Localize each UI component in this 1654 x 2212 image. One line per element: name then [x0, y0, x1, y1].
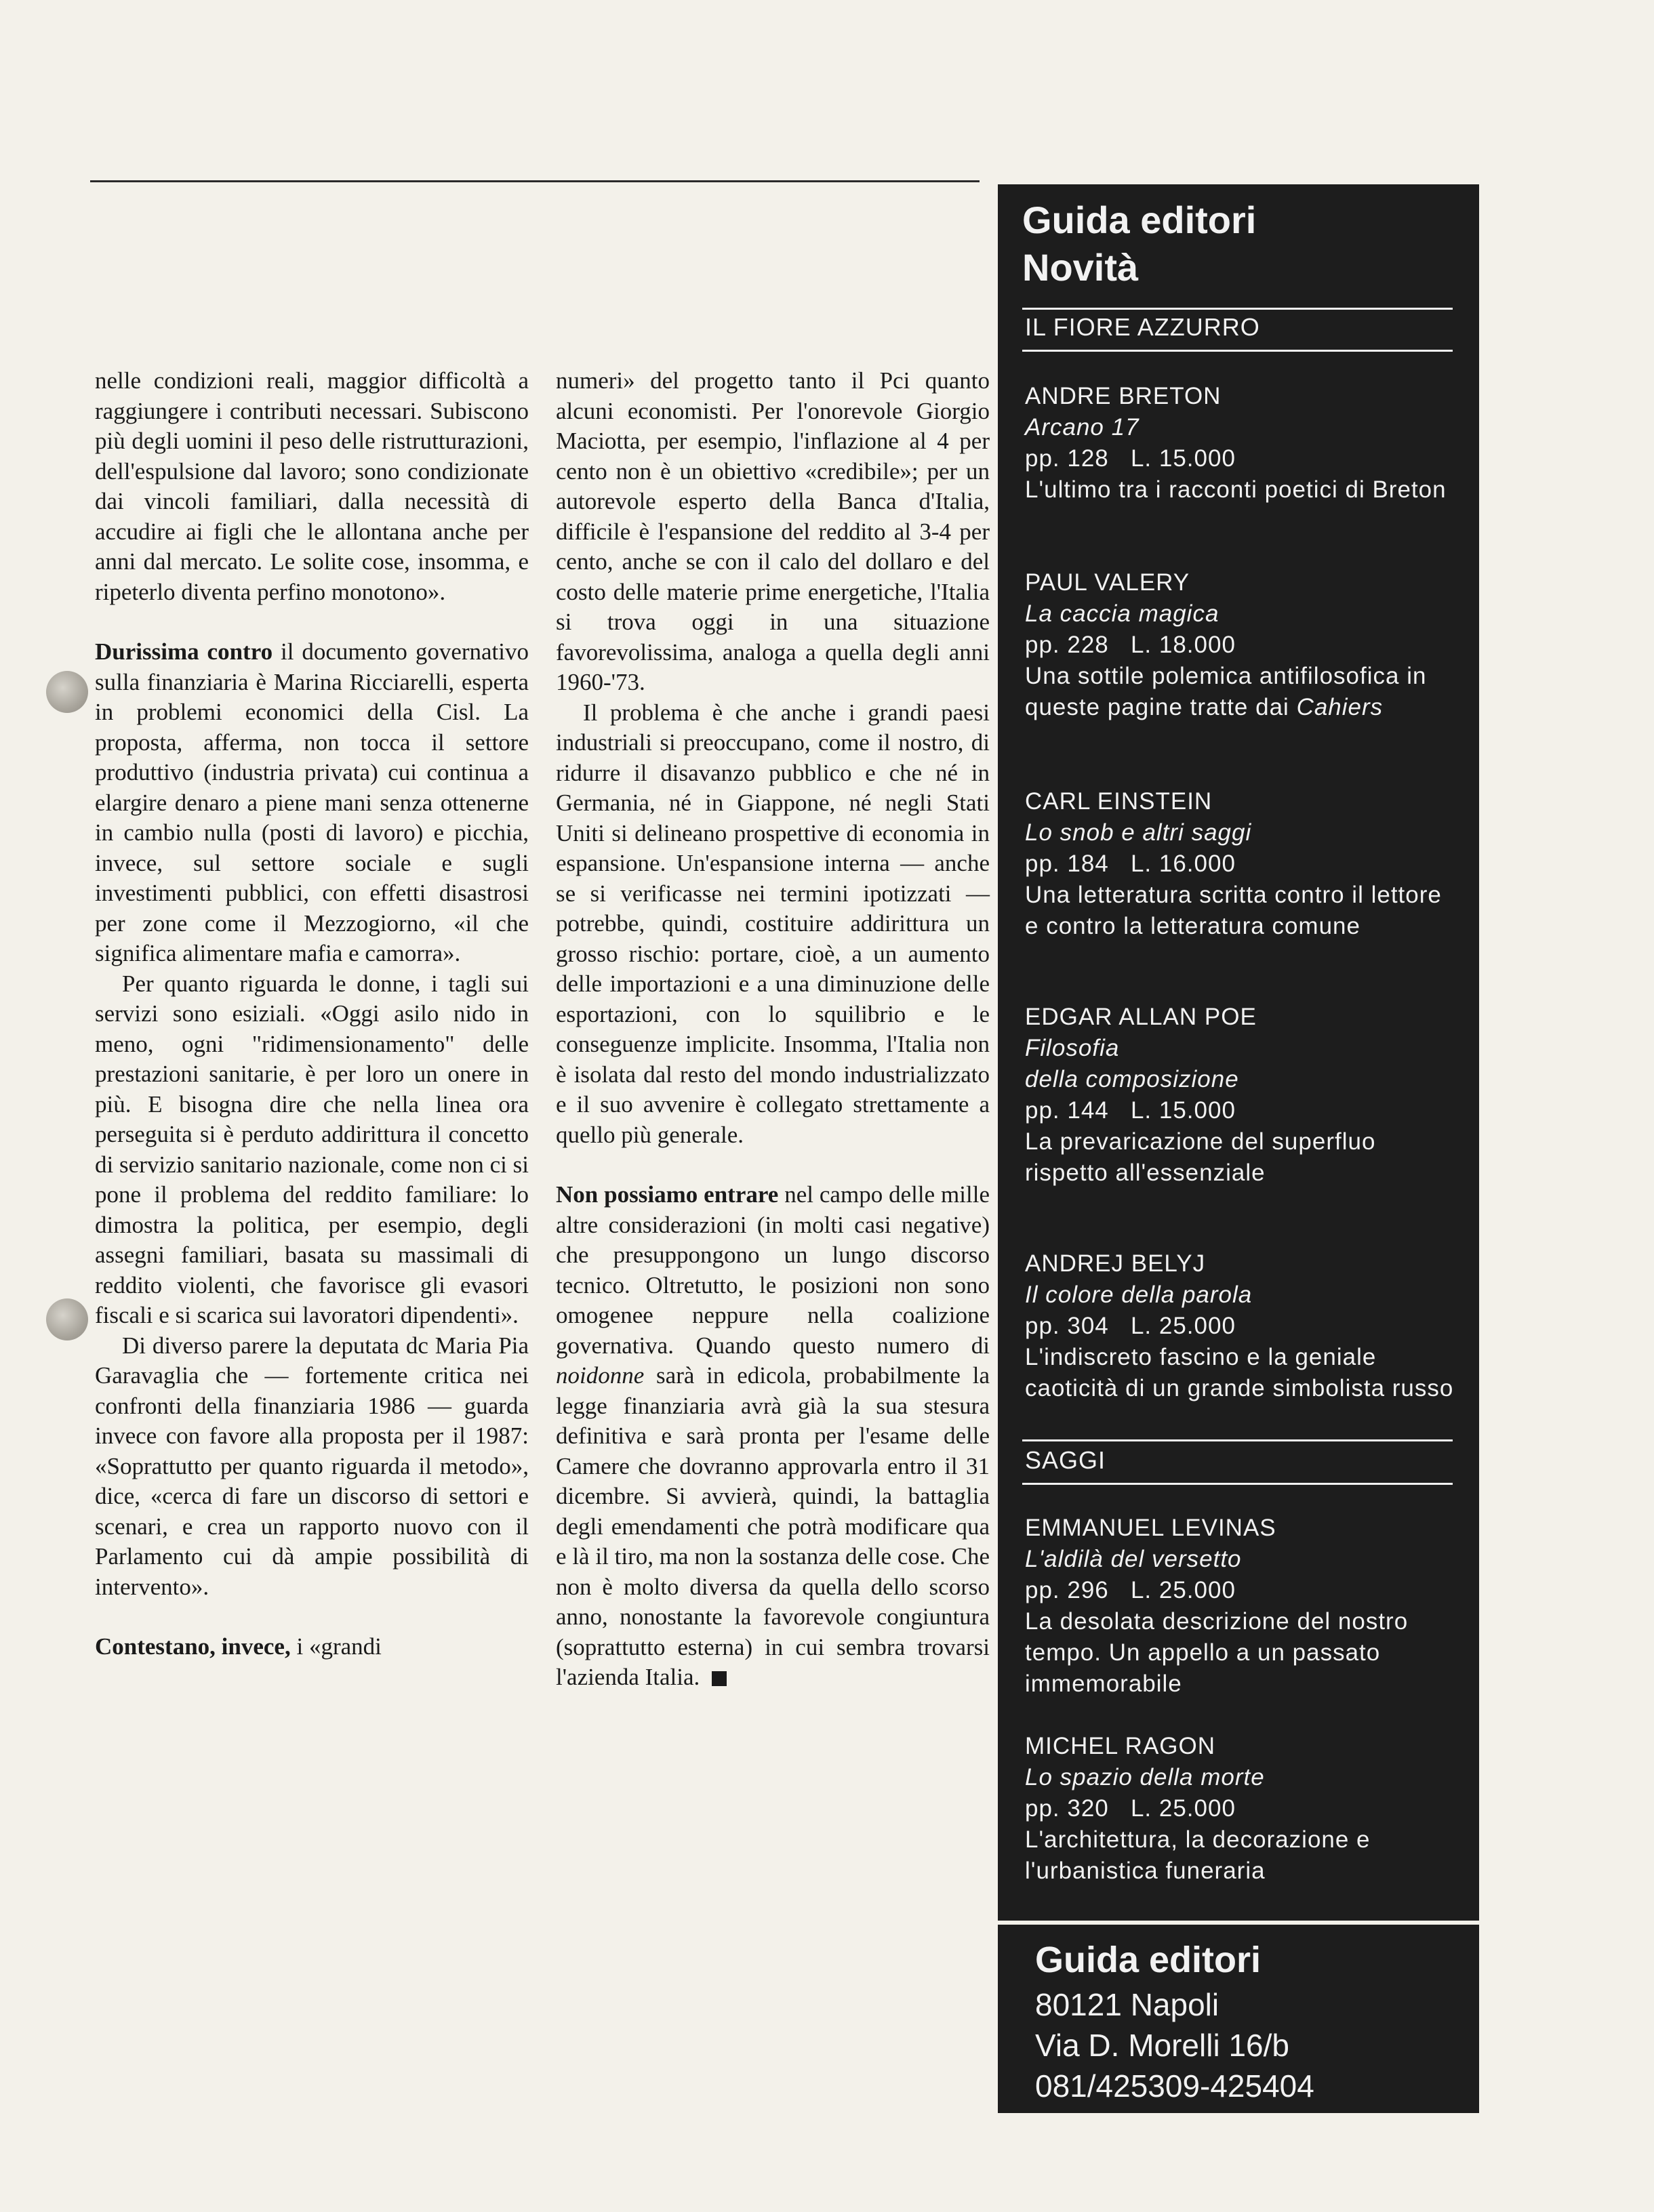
paragraph: Il problema è che anche i grandi paesi industriali si preoccupano, come il nostro, di ridurre il disavanzo pubblico e che né in Germania, né in Giappone, né negli Stati Uniti si delineano prospettive di economia in espansione. Un'espansione interna — anche se si verificasse nei termini ipotizzati — potrebbe, quindi, costituire addirittura un grosso rischio: portare, cioè, a un aumento delle importazioni e a una diminuzione delle esportazioni, con lo squilibrio e le conseguenze implicite. Insomma, l'Italia non è isolata dal resto del mondo industrializzato e il suo avvenire è collegato strettamente a quello più generale. [556, 699, 990, 1148]
phone-line: 081/425309-425404 [1035, 2068, 1314, 2104]
ad-rule [1022, 350, 1453, 352]
end-mark-icon [712, 1671, 727, 1686]
paragraph: Di diverso parere la deputata dc Maria Pia Garavaglia che — fortemente critica nei confronti della finanziaria 1986 — guarda invece con favore alla proposta per il 1987: «Soprattutto per quanto riguarda il metodo», dice, «cerca di fare un discorso di settori e scenari, e crea un rapporto nuovo con il Parlamento cui dà ampie possibilità di intervento». [95, 1332, 529, 1600]
book-entry: ANDREJ BELYJ Il colore della parola pp. 304 L. 25.000 L'indiscreto fascino e la geniale caoticità di un grande simbolista russo [1025, 1250, 1454, 1401]
book-entry: ANDRE BRETON Arcano 17 pp. 128 L. 15.000 L'ultimo tra i racconti poetici di Breton [1025, 383, 1447, 503]
ad-rule [1022, 308, 1453, 310]
paragraph: numeri» del progetto tanto il Pci quanto alcuni economisti. Per l'onorevole Giorgio Maciotta, per esempio, l'inflazione al 4 per cento non è un obiettivo «credibile»; per un autorevole esperto della Banca d'Italia, difficile è l'espansione del reddito al 3-4 per cento, anche se con il calo del dollaro e del costo delle materie prime energetiche, l'Italia si trova oggi in una situazione favorevolissima, analoga a quella degli anni 1960-'73. [556, 367, 990, 695]
book-entry: CARL EINSTEIN Lo snob e altri saggi pp. 184 L. 16.000 Una letteratura scritta contro il lettore e contro la letteratura comune [1025, 788, 1442, 939]
book-entry: MICHEL RAGON Lo spazio della morte pp. 320 L. 25.000 L'architettura, la decorazione e l'urbanistica funeraria [1025, 1733, 1371, 1884]
lead-in: Contestano, invece, [95, 1633, 291, 1660]
book-entry: EMMANUEL LEVINAS L'aldilà del versetto pp. 296 L. 25.000 La desolata descrizione del nostro tempo. Un appello a un passato immemorabile [1025, 1515, 1409, 1697]
address-line: Via D. Morelli 16/b [1035, 2028, 1289, 2063]
ad-panel [998, 184, 1479, 1921]
publisher-address-box [998, 1925, 1479, 2113]
paragraph: Contestano, invece, i «grandi [95, 1633, 382, 1660]
ad-rule [1022, 1439, 1453, 1441]
article-column-1 [95, 366, 529, 1662]
top-rule [90, 180, 980, 182]
lead-in: Non possiamo entrare [556, 1181, 779, 1208]
paragraph: Durissima contro il documento governativo sulla finanziaria è Marina Ricciarelli, esperta in problemi economici della Cisl. La proposta, afferma, non tocca il settore produttivo (industria privata) cui continua a elargire denaro a piene mani senza ottenerne in cambio nulla (posti di lavoro) e picchia, invece, sul settore sociale e sugli investimenti pubblici, con effetti disastrosi per zone come il Mezzogiorno, «il che significa alimentare mafia e camorra». [95, 638, 529, 966]
lead-in: Durissima contro [95, 638, 273, 665]
punch-hole [46, 671, 88, 713]
section-label: SAGGI [1025, 1446, 1106, 1474]
ad-heading: Guida editori Novità [1022, 199, 1257, 289]
punch-hole [46, 1298, 88, 1340]
ad-rule [1022, 1483, 1453, 1485]
article-column-2 [556, 366, 990, 1693]
publisher-name: Guida editori [1035, 1940, 1262, 1980]
paragraph: Per quanto riguarda le donne, i tagli sui servizi sono esiziali. «Oggi asilo nido in meno, ogni "ridimensionamento" delle prestazioni sanitarie, è per loro un onere in più. E bisogna dire che nella linea ora perseguita si è perduto addirittura il concetto di servizio sanitario nazionale, come non ci si pone il problema del reddito familiare: lo dimostra la politica, per esempio, degli assegni familiari, basata su massimali di reddito violenti, che favorisce gli evasori fiscali e si scarica sui lavoratori dipendenti». [95, 970, 529, 1328]
paragraph: Non possiamo entrare nel campo delle mille altre considerazioni (in molti casi negative) che presuppongono un lungo discorso tecnico. Oltretutto, le posizioni non sono omogenee neppure nella coalizione governativa. Quando questo numero di noidonne sarà in edicola, probabilmente la legge finanziaria avrà già la sua stesura definitiva e sarà pronta per l'esame delle Camere che dovranno approvarla entro il 31 dicembre. Si avvierà, quindi, la battaglia degli emendamenti che potrà modificare qua e là il tiro, ma non la sostanza delle cose. Che non è molto diversa da quella dello scorso anno, nonostante la favorevole congiuntura (soprattutto esterna) in cui sembra trovarsi l'azienda Italia. [556, 1181, 990, 1690]
address-line: 80121 Napoli [1035, 1987, 1219, 2022]
section-label: IL FIORE AZZURRO [1025, 313, 1260, 341]
paragraph: nelle condizioni reali, maggior difficoltà a raggiungere i contributi necessari. Subiscono più degli uomini il peso delle ristrutturazioni, dell'espulsione dal lavoro; sono condizionate dai vincoli familiari, dalla necessità di accudire ai figli che le allontana anche per anni dal mercato. Le solite cose, insomma, e ripeterlo diventa perfino monotono». [95, 367, 529, 605]
book-entry: PAUL VALERY La caccia magica pp. 228 L. 18.000 Una sottile polemica antifilosofica in queste pagine tratte dai Cahiers [1025, 569, 1427, 720]
book-entry: EDGAR ALLAN POE Filosofia della composizione pp. 144 L. 15.000 La prevaricazione del superfluo rispetto all'essenziale [1025, 1004, 1376, 1186]
